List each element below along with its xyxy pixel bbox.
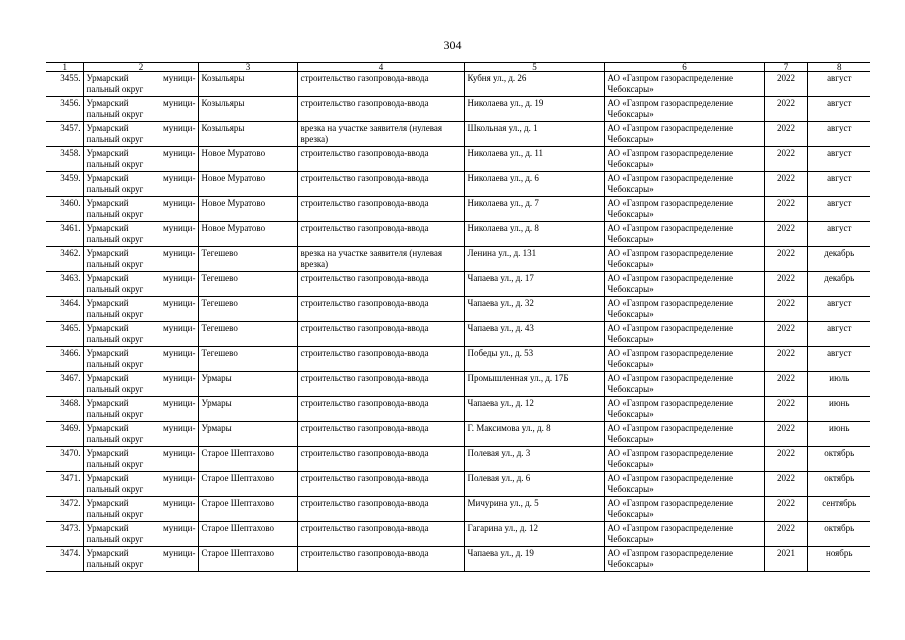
month-cell: июнь — [807, 422, 870, 447]
district-line-1 — [87, 73, 196, 84]
district-cell — [83, 197, 198, 222]
address-cell: Полевая ул., д. 3 — [464, 447, 604, 472]
year-cell: 2022 — [764, 322, 807, 347]
district-line-2: пальный округ — [86, 84, 144, 94]
district-word-2: муници- — [163, 173, 196, 183]
settlement-cell: Тегешево — [198, 297, 297, 322]
month-cell: октябрь — [807, 447, 870, 472]
settlement-cell: Урмары — [198, 372, 297, 397]
district-word-1: Урмарский — [86, 173, 129, 183]
page-number: 304 — [443, 38, 462, 52]
settlement-cell: Старое Шептахово — [198, 497, 297, 522]
year-cell: 2022 — [764, 447, 807, 472]
work-type-cell: строительство газопровода-ввода — [297, 372, 464, 397]
district-cell — [83, 372, 198, 397]
year-cell: 2022 — [764, 422, 807, 447]
settlement-cell: Тегешево — [198, 322, 297, 347]
organization-cell: АО «Газпром газораспределение Чебоксары» — [604, 372, 764, 397]
settlement-cell: Новое Муратово — [198, 197, 297, 222]
year-cell: 2022 — [764, 522, 807, 547]
work-type-cell: строительство газопровода-ввода — [297, 322, 464, 347]
district-line-1 — [87, 298, 196, 309]
row-number-cell: 3464. — [46, 297, 83, 322]
month-cell: декабрь — [807, 272, 870, 297]
district-line-2: пальный округ — [86, 234, 144, 244]
month-cell: август — [807, 297, 870, 322]
district-line-2: пальный округ — [86, 334, 144, 344]
table-row — [46, 422, 870, 447]
year-cell: 2022 — [764, 72, 807, 97]
row-number-cell: 3456. — [46, 97, 83, 122]
district-word-2: муници- — [163, 548, 196, 558]
district-word-1: Урмарский — [86, 323, 129, 333]
column-header: 8 — [807, 63, 870, 72]
month-cell: август — [807, 72, 870, 97]
work-type-cell: строительство газопровода-ввода — [297, 472, 464, 497]
district-cell — [83, 172, 198, 197]
district-line-2: пальный округ — [86, 134, 144, 144]
row-number-cell: 3463. — [46, 272, 83, 297]
address-cell: Победы ул., д. 53 — [464, 347, 604, 372]
district-cell — [83, 497, 198, 522]
address-cell: Кубня ул., д. 26 — [464, 72, 604, 97]
table-row — [46, 147, 870, 172]
month-cell: август — [807, 347, 870, 372]
settlement-cell: Урмары — [198, 422, 297, 447]
district-line-1 — [87, 173, 196, 184]
column-header: 4 — [297, 63, 464, 72]
address-cell: Чапаева ул., д. 12 — [464, 397, 604, 422]
district-cell — [83, 322, 198, 347]
table-row — [46, 447, 870, 472]
organization-cell: АО «Газпром газораспределение Чебоксары» — [604, 222, 764, 247]
district-cell — [83, 122, 198, 147]
row-number-cell: 3459. — [46, 172, 83, 197]
row-number-cell: 3466. — [46, 347, 83, 372]
organization-cell: АО «Газпром газораспределение Чебоксары» — [604, 472, 764, 497]
district-word-1: Урмарский — [86, 423, 129, 433]
district-word-1: Урмарский — [86, 98, 129, 108]
year-cell: 2022 — [764, 197, 807, 222]
district-line-1 — [87, 198, 196, 209]
settlement-cell: Козыльяры — [198, 97, 297, 122]
organization-cell: АО «Газпром газораспределение Чебоксары» — [604, 397, 764, 422]
district-word-1: Урмарский — [86, 548, 129, 558]
column-header: 2 — [83, 63, 198, 72]
district-line-1 — [87, 273, 196, 284]
district-word-2: муници- — [163, 423, 196, 433]
table-row — [46, 172, 870, 197]
year-cell: 2022 — [764, 297, 807, 322]
month-cell: сентябрь — [807, 497, 870, 522]
month-cell: август — [807, 322, 870, 347]
year-cell: 2022 — [764, 147, 807, 172]
district-line-1 — [87, 448, 196, 459]
table-row — [46, 97, 870, 122]
district-line-2: пальный округ — [86, 109, 144, 119]
settlement-cell: Козыльяры — [198, 72, 297, 97]
district-word-1: Урмарский — [86, 348, 129, 358]
work-type-cell: строительство газопровода-ввода — [297, 547, 464, 572]
district-word-1: Урмарский — [86, 448, 129, 458]
district-cell — [83, 522, 198, 547]
address-cell: Полевая ул., д. 6 — [464, 472, 604, 497]
district-cell — [83, 297, 198, 322]
settlement-cell: Новое Муратово — [198, 222, 297, 247]
work-type-cell: строительство газопровода-ввода — [297, 197, 464, 222]
organization-cell: АО «Газпром газораспределение Чебоксары» — [604, 422, 764, 447]
row-number-cell: 3467. — [46, 372, 83, 397]
row-number-cell: 3469. — [46, 422, 83, 447]
work-type-cell: строительство газопровода-ввода — [297, 272, 464, 297]
address-cell: Школьная ул., д. 1 — [464, 122, 604, 147]
work-type-cell: строительство газопровода-ввода — [297, 522, 464, 547]
district-line-2: пальный округ — [86, 459, 144, 469]
year-cell: 2022 — [764, 372, 807, 397]
year-cell: 2022 — [764, 347, 807, 372]
organization-cell: АО «Газпром газораспределение Чебоксары» — [604, 547, 764, 572]
row-number-cell: 3455. — [46, 72, 83, 97]
district-word-1: Урмарский — [86, 373, 129, 383]
district-word-2: муници- — [163, 398, 196, 408]
district-line-2: пальный округ — [86, 359, 144, 369]
row-number-cell: 3457. — [46, 122, 83, 147]
settlement-cell: Старое Шептахово — [198, 522, 297, 547]
organization-cell: АО «Газпром газораспределение Чебоксары» — [604, 447, 764, 472]
district-line-2: пальный округ — [86, 509, 144, 519]
organization-cell: АО «Газпром газораспределение Чебоксары» — [604, 122, 764, 147]
district-line-1 — [87, 248, 196, 259]
address-cell: Гагарина ул., д. 12 — [464, 522, 604, 547]
table-row — [46, 547, 870, 572]
year-cell: 2022 — [764, 472, 807, 497]
organization-cell: АО «Газпром газораспределение Чебоксары» — [604, 147, 764, 172]
month-cell: ноябрь — [807, 547, 870, 572]
month-cell: август — [807, 97, 870, 122]
district-word-2: муници- — [163, 523, 196, 533]
district-word-2: муници- — [163, 273, 196, 283]
settlement-cell: Старое Шептахово — [198, 447, 297, 472]
organization-cell: АО «Газпром газораспределение Чебоксары» — [604, 497, 764, 522]
district-cell — [83, 247, 198, 272]
year-cell: 2022 — [764, 397, 807, 422]
district-line-1 — [87, 348, 196, 359]
district-line-1 — [87, 223, 196, 234]
district-line-1 — [87, 548, 196, 559]
column-number-row — [46, 63, 870, 72]
address-cell: Чапаева ул., д. 17 — [464, 272, 604, 297]
district-line-2: пальный округ — [86, 184, 144, 194]
address-cell: Ленина ул., д. 131 — [464, 247, 604, 272]
table-row — [46, 322, 870, 347]
table-row — [46, 122, 870, 147]
table-row — [46, 297, 870, 322]
organization-cell: АО «Газпром газораспределение Чебоксары» — [604, 172, 764, 197]
work-type-cell: строительство газопровода-ввода — [297, 447, 464, 472]
table-row — [46, 72, 870, 97]
settlement-cell: Старое Шептахово — [198, 547, 297, 572]
column-header: 3 — [198, 63, 297, 72]
table-row — [46, 272, 870, 297]
row-number-cell: 3465. — [46, 322, 83, 347]
organization-cell: АО «Газпром газораспределение Чебоксары» — [604, 247, 764, 272]
district-word-1: Урмарский — [86, 123, 129, 133]
table-header — [46, 63, 870, 72]
year-cell: 2022 — [764, 172, 807, 197]
row-number-cell: 3468. — [46, 397, 83, 422]
work-type-cell: строительство газопровода-ввода — [297, 422, 464, 447]
work-type-cell: строительство газопровода-ввода — [297, 222, 464, 247]
district-word-2: муници- — [163, 98, 196, 108]
district-word-1: Урмарский — [86, 473, 129, 483]
row-number-cell: 3470. — [46, 447, 83, 472]
district-word-1: Урмарский — [86, 498, 129, 508]
row-number-cell: 3462. — [46, 247, 83, 272]
district-word-1: Урмарский — [86, 148, 129, 158]
row-number-cell: 3474. — [46, 547, 83, 572]
table-row — [46, 397, 870, 422]
address-cell: Николаева ул., д. 8 — [464, 222, 604, 247]
district-cell — [83, 347, 198, 372]
district-word-1: Урмарский — [86, 523, 129, 533]
month-cell: август — [807, 147, 870, 172]
work-type-cell: строительство газопровода-ввода — [297, 347, 464, 372]
district-line-2: пальный округ — [86, 534, 144, 544]
organization-cell: АО «Газпром газораспределение Чебоксары» — [604, 322, 764, 347]
district-cell — [83, 397, 198, 422]
district-cell — [83, 147, 198, 172]
work-type-cell: строительство газопровода-ввода — [297, 72, 464, 97]
table-row — [46, 197, 870, 222]
organization-cell: АО «Газпром газораспределение Чебоксары» — [604, 297, 764, 322]
district-line-1 — [87, 98, 196, 109]
month-cell: июль — [807, 372, 870, 397]
year-cell: 2022 — [764, 247, 807, 272]
district-line-1 — [87, 398, 196, 409]
table-row — [46, 247, 870, 272]
district-line-2: пальный округ — [86, 209, 144, 219]
district-line-2: пальный округ — [86, 284, 144, 294]
table-row — [46, 522, 870, 547]
district-line-2: пальный округ — [86, 384, 144, 394]
month-cell: декабрь — [807, 247, 870, 272]
settlement-cell: Тегешево — [198, 272, 297, 297]
district-line-1 — [87, 123, 196, 134]
address-cell: Чапаева ул., д. 19 — [464, 547, 604, 572]
address-cell: Николаева ул., д. 19 — [464, 97, 604, 122]
settlement-cell: Новое Муратово — [198, 172, 297, 197]
district-word-2: муници- — [163, 298, 196, 308]
work-type-cell: врезка на участке заявителя (нулевая врезка) — [297, 122, 464, 147]
register-table — [46, 62, 870, 572]
year-cell: 2022 — [764, 272, 807, 297]
settlement-cell: Новое Муратово — [198, 147, 297, 172]
work-type-cell: строительство газопровода-ввода — [297, 147, 464, 172]
district-cell — [83, 272, 198, 297]
district-line-1 — [87, 523, 196, 534]
work-type-cell: строительство газопровода-ввода — [297, 297, 464, 322]
district-cell — [83, 422, 198, 447]
row-number-cell: 3461. — [46, 222, 83, 247]
district-line-1 — [87, 323, 196, 334]
district-word-1: Урмарский — [86, 198, 129, 208]
year-cell: 2022 — [764, 222, 807, 247]
district-word-1: Урмарский — [86, 273, 129, 283]
district-word-2: муници- — [163, 348, 196, 358]
address-cell: Николаева ул., д. 11 — [464, 147, 604, 172]
district-line-1 — [87, 373, 196, 384]
district-cell — [83, 72, 198, 97]
district-word-1: Урмарский — [86, 223, 129, 233]
address-cell: Мичурина ул., д. 5 — [464, 497, 604, 522]
address-cell: Промышленная ул., д. 17Б — [464, 372, 604, 397]
district-word-2: муници- — [163, 323, 196, 333]
organization-cell: АО «Газпром газораспределение Чебоксары» — [604, 522, 764, 547]
work-type-cell: строительство газопровода-ввода — [297, 97, 464, 122]
row-number-cell: 3472. — [46, 497, 83, 522]
settlement-cell: Старое Шептахово — [198, 472, 297, 497]
district-line-1 — [87, 498, 196, 509]
organization-cell: АО «Газпром газораспределение Чебоксары» — [604, 272, 764, 297]
district-cell — [83, 222, 198, 247]
table-row — [46, 372, 870, 397]
row-number-cell: 3460. — [46, 197, 83, 222]
district-line-2: пальный округ — [86, 559, 144, 569]
column-header: 5 — [464, 63, 604, 72]
address-cell: Николаева ул., д. 6 — [464, 172, 604, 197]
district-line-2: пальный округ — [86, 309, 144, 319]
district-word-2: муници- — [163, 198, 196, 208]
month-cell: октябрь — [807, 472, 870, 497]
address-cell: Чапаева ул., д. 32 — [464, 297, 604, 322]
district-line-2: пальный округ — [86, 484, 144, 494]
year-cell: 2022 — [764, 497, 807, 522]
district-word-1: Урмарский — [86, 248, 129, 258]
district-word-2: муници- — [163, 473, 196, 483]
table-row — [46, 347, 870, 372]
table-body — [46, 72, 870, 572]
district-word-2: муници- — [163, 148, 196, 158]
table-row — [46, 497, 870, 522]
district-line-1 — [87, 148, 196, 159]
district-cell — [83, 547, 198, 572]
year-cell: 2021 — [764, 547, 807, 572]
district-line-1 — [87, 423, 196, 434]
work-type-cell: строительство газопровода-ввода — [297, 172, 464, 197]
organization-cell: АО «Газпром газораспределение Чебоксары» — [604, 72, 764, 97]
month-cell: июнь — [807, 397, 870, 422]
row-number-cell: 3473. — [46, 522, 83, 547]
table-row — [46, 472, 870, 497]
district-word-2: муници- — [163, 498, 196, 508]
address-cell: Чапаева ул., д. 43 — [464, 322, 604, 347]
month-cell: август — [807, 197, 870, 222]
month-cell: август — [807, 122, 870, 147]
district-line-2: пальный округ — [86, 159, 144, 169]
month-cell: октябрь — [807, 522, 870, 547]
address-cell: Николаева ул., д. 7 — [464, 197, 604, 222]
settlement-cell: Тегешево — [198, 247, 297, 272]
work-type-cell: строительство газопровода-ввода — [297, 397, 464, 422]
district-cell — [83, 447, 198, 472]
district-line-2: пальный округ — [86, 409, 144, 419]
settlement-cell: Урмары — [198, 397, 297, 422]
column-header: 6 — [604, 63, 764, 72]
district-word-2: муници- — [163, 73, 196, 83]
district-word-2: муници- — [163, 123, 196, 133]
district-line-2: пальный округ — [86, 434, 144, 444]
organization-cell: АО «Газпром газораспределение Чебоксары» — [604, 197, 764, 222]
work-type-cell: врезка на участке заявителя (нулевая врезка) — [297, 247, 464, 272]
organization-cell: АО «Газпром газораспределение Чебоксары» — [604, 97, 764, 122]
district-word-1: Урмарский — [86, 298, 129, 308]
work-type-cell: строительство газопровода-ввода — [297, 497, 464, 522]
row-number-cell: 3471. — [46, 472, 83, 497]
year-cell: 2022 — [764, 122, 807, 147]
settlement-cell: Тегешево — [198, 347, 297, 372]
district-word-2: муници- — [163, 223, 196, 233]
district-cell — [83, 472, 198, 497]
month-cell: август — [807, 222, 870, 247]
district-word-1: Урмарский — [86, 398, 129, 408]
table-row — [46, 222, 870, 247]
district-line-1 — [87, 473, 196, 484]
address-cell: Г. Максимова ул., д. 8 — [464, 422, 604, 447]
organization-cell: АО «Газпром газораспределение Чебоксары» — [604, 347, 764, 372]
district-cell — [83, 97, 198, 122]
column-header: 1 — [46, 63, 83, 72]
settlement-cell: Козыльяры — [198, 122, 297, 147]
month-cell: август — [807, 172, 870, 197]
district-word-1: Урмарский — [86, 73, 129, 83]
year-cell: 2022 — [764, 97, 807, 122]
district-word-2: муници- — [163, 373, 196, 383]
district-line-2: пальный округ — [86, 259, 144, 269]
district-word-2: муници- — [163, 248, 196, 258]
row-number-cell: 3458. — [46, 147, 83, 172]
column-header: 7 — [764, 63, 807, 72]
district-word-2: муници- — [163, 448, 196, 458]
